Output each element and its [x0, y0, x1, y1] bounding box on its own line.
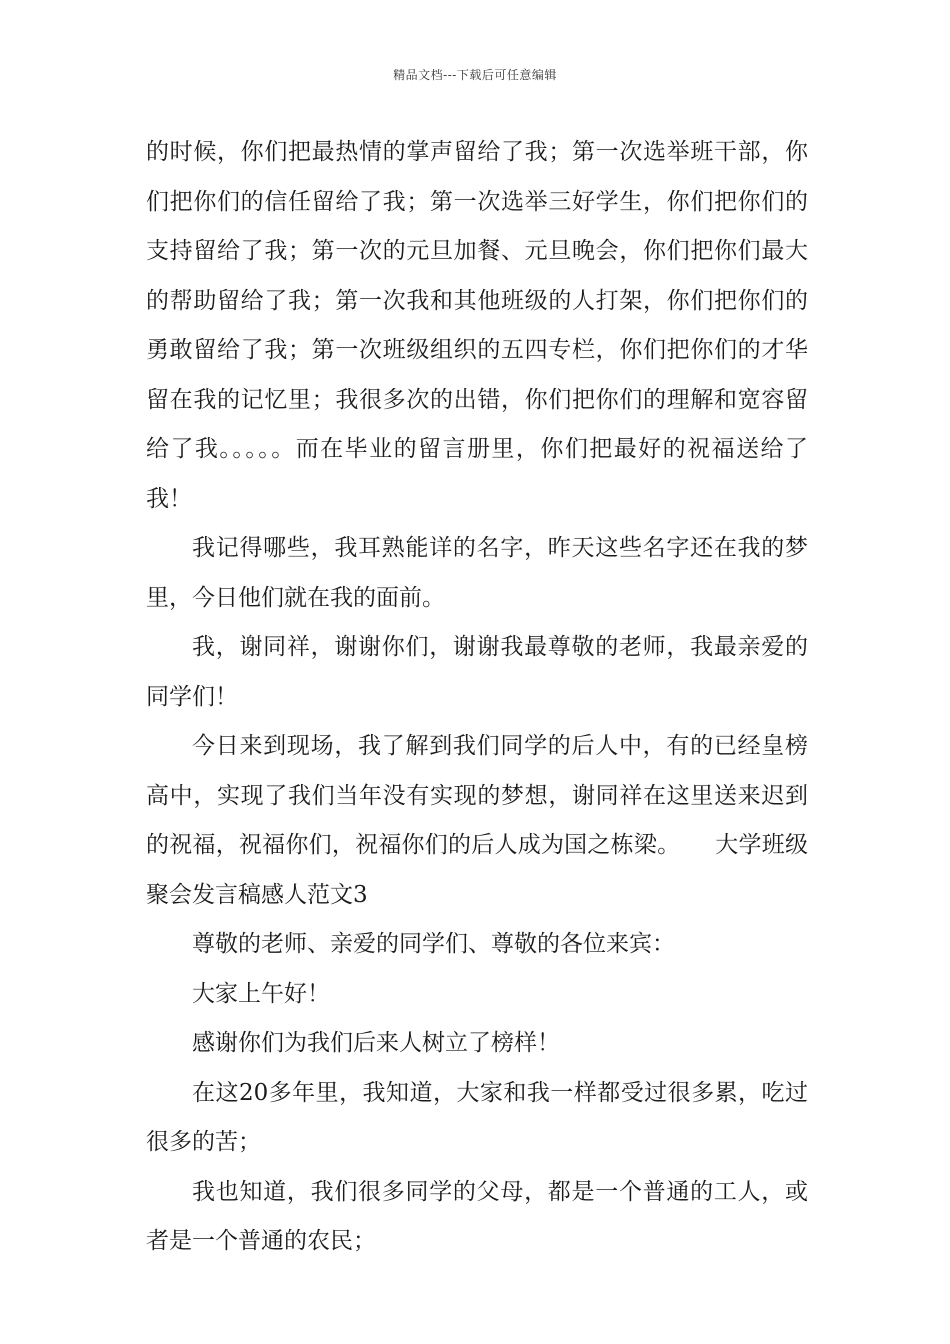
paragraph-7: 感谢你们为我们后来人树立了榜样！ — [192, 1030, 560, 1056]
paragraph-1: 的时候，你们把最热情的掌声留给了我；第一次选举班干部，你们把你们的信任留给了我；第一次选举三好学生，你们把你们的支持留给了我；第一次的元旦加餐、元旦晚会，你们把你们最大的帮助留给了我；第一次我和其他班级的人打架，你们把你们的勇敢留给了我；第一次班级组织的五四专栏，你们把你们的才华留在我的记忆里；我很多次的出错，你们把你们的理解和宽容留给了我。。。。。而在毕业的留言册里，你们把最好的祝福送给了我！ — [146, 139, 808, 512]
paragraph-8: 在这20多年里，我知道，大家和我一样都受过很多累，吃过很多的苦； — [146, 1079, 808, 1155]
document-body — [146, 128, 808, 1267]
paragraph-6: 大家上午好！ — [192, 980, 330, 1007]
paragraph-3: 我，谢同祥，谢谢你们，谢谢我最尊敬的老师，我最亲爱的同学们！ — [146, 634, 808, 710]
page-header: 精品文档---下载后可任意编辑 — [393, 68, 557, 82]
paragraph-9: 我也知道，我们很多同学的父母，都是一个普通的工人，或者是一个普通的农民； — [146, 1178, 808, 1254]
paragraph-4: 今日来到现场，我了解到我们同学的后人中，有的已经皇榜高中，实现了我们当年没有实现的梦想，谢同祥在这里送来迟到的祝福，祝福你们，祝福你们的后人成为国之栋梁。 大学班级聚会发言稿感人范文3 — [146, 733, 808, 908]
paragraph-5: 尊敬的老师、亲爱的同学们、尊敬的各位来宾： — [192, 931, 675, 957]
paragraph-2: 我记得哪些，我耳熟能详的名字，昨天这些名字还在我的梦里，今日他们就在我的面前。 — [146, 535, 808, 611]
